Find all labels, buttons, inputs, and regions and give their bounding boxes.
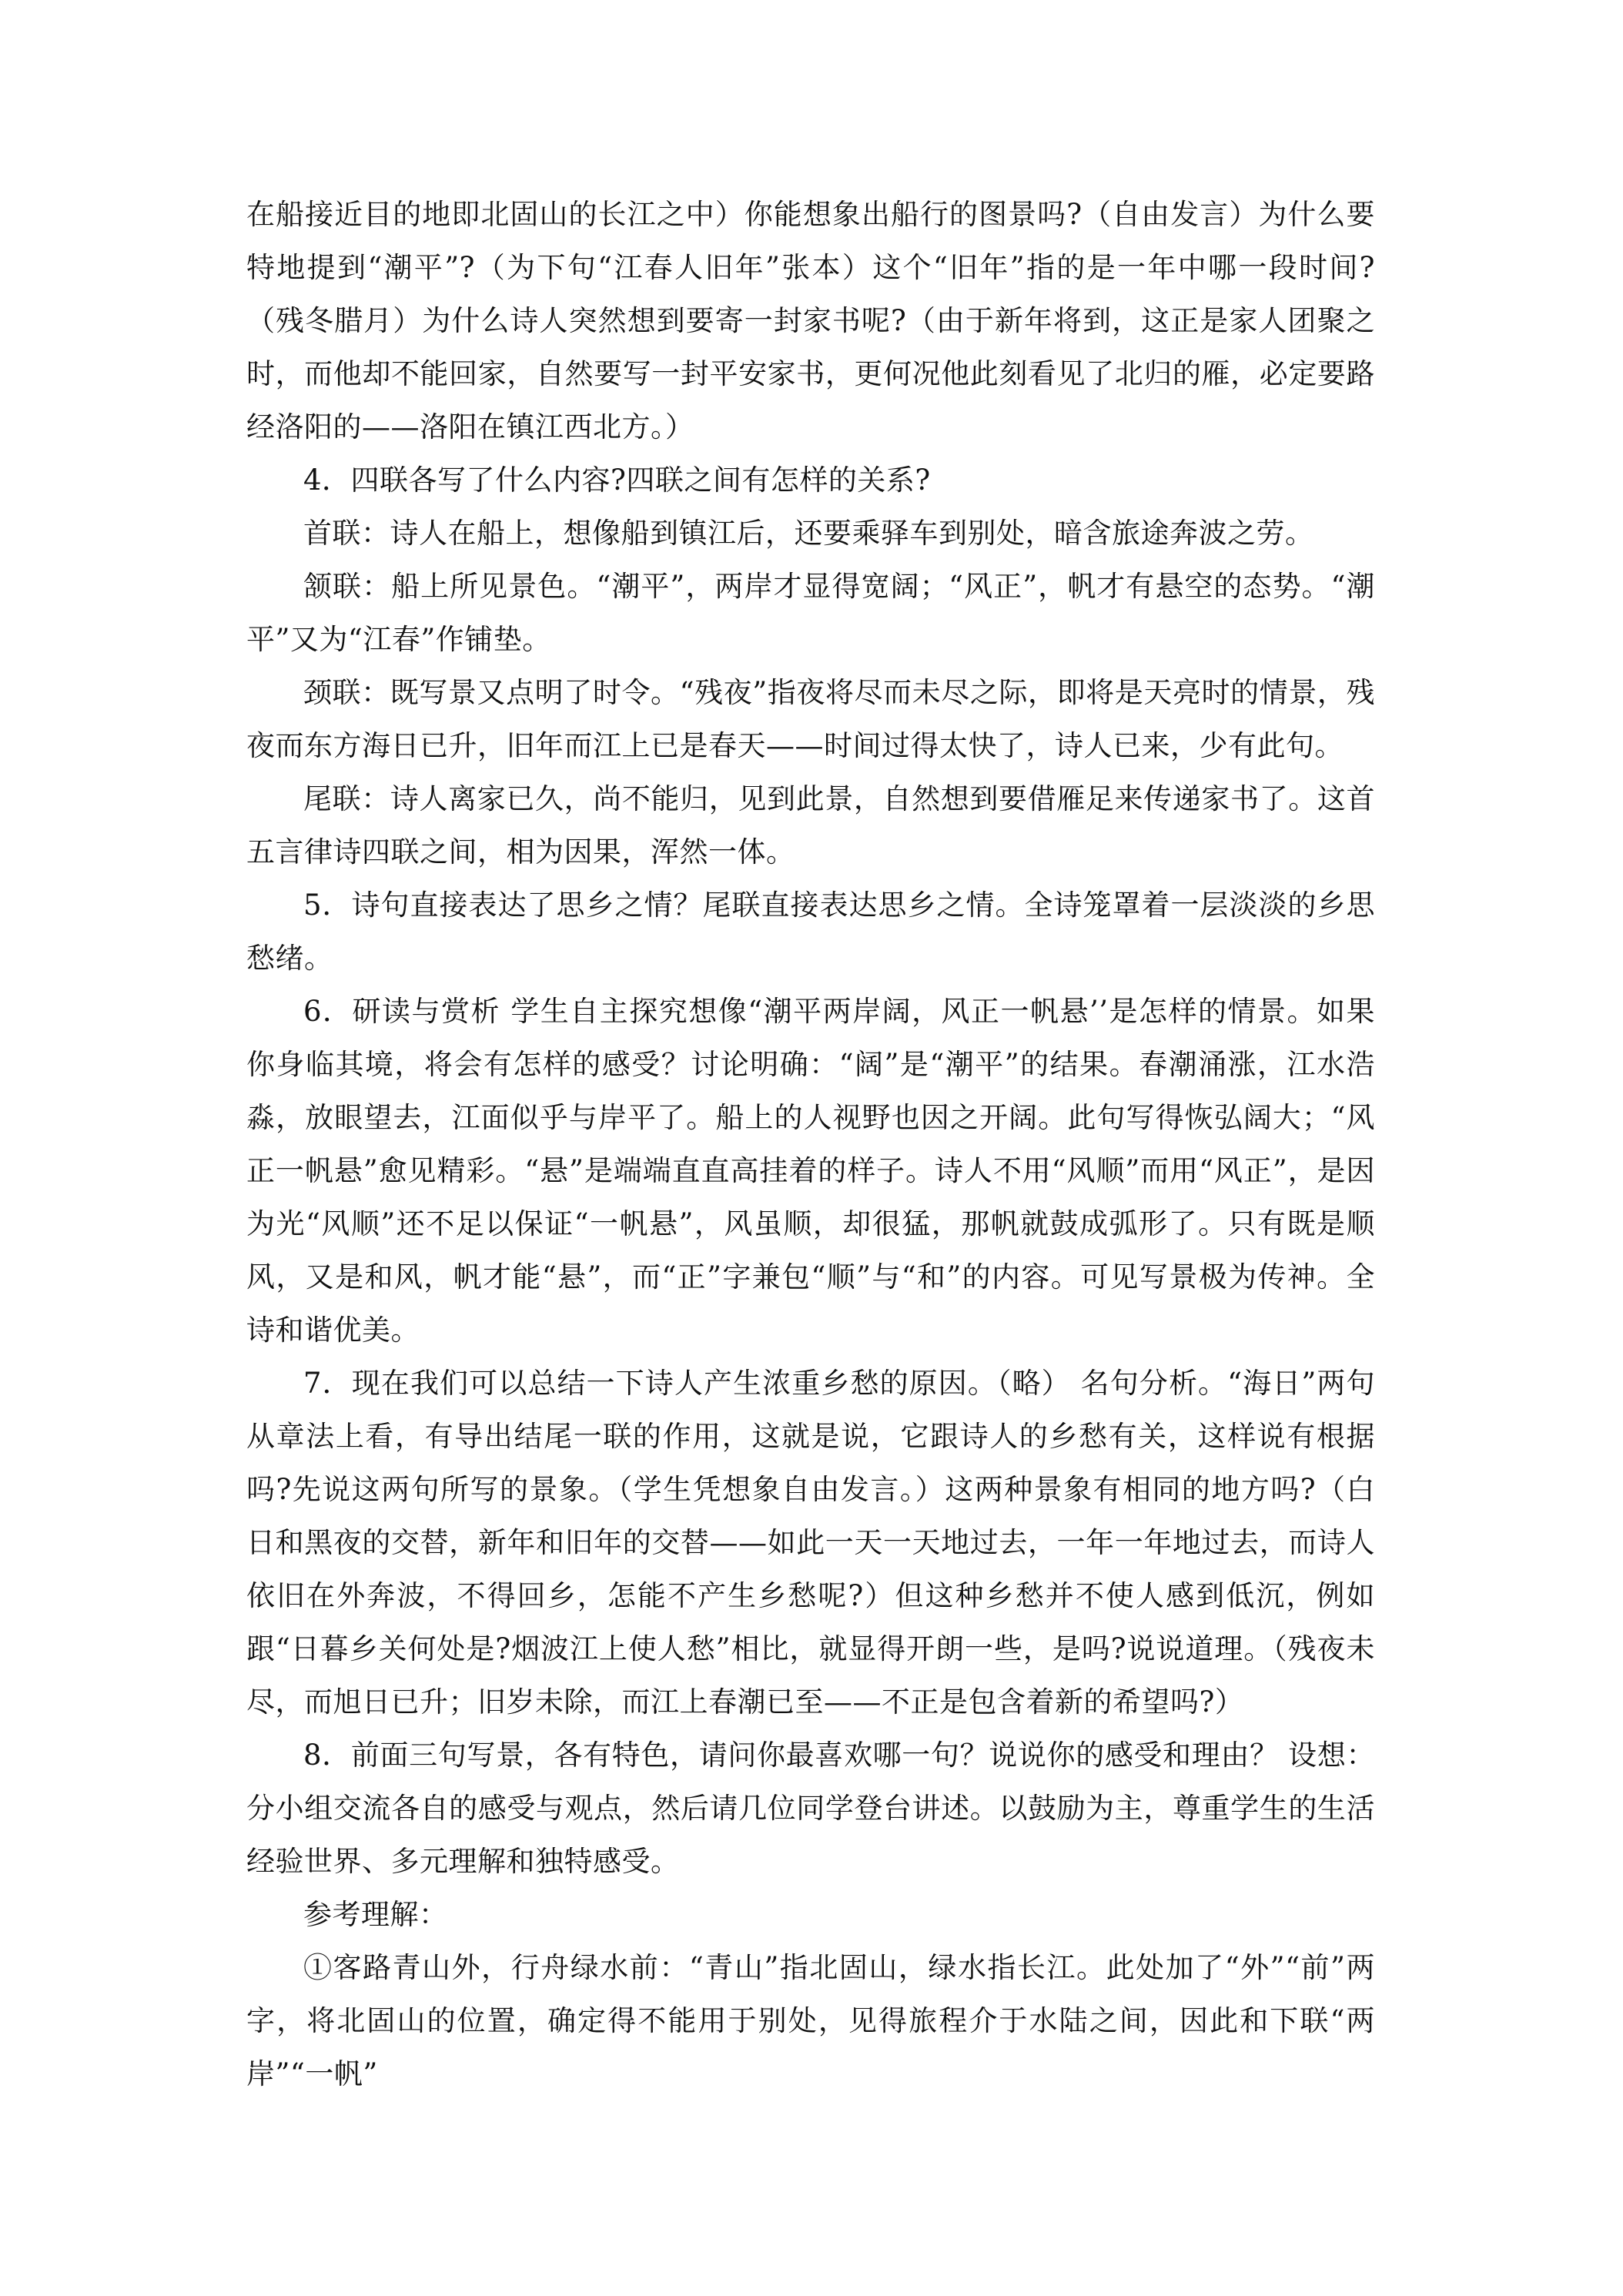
paragraph-question-5: 5．诗句直接表达了思乡之情？尾联直接表达思乡之情。全诗笼罩着一层淡淡的乡思愁绪。 (246, 889, 1375, 975)
paragraph-hanlian: 颔联：船上所见景色。“潮平”，两岸才显得宽阔；“风正”，帆才有悬空的态势。“潮平”又为“江春”作铺垫。 (246, 570, 1375, 656)
paragraph-reference-1: ①客路青山外，行舟绿水前：“青山”指北固山，绿水指长江。此处加了“外”“前”两字，将北固山的位置，确定得不能用于别处，见得旅程介于水陆之间，因此和下联“两岸”“一帆” (246, 1951, 1375, 2090)
paragraph-question-6: 6．研读与赏析 学生自主探究想像“潮平两岸阔，风正一帆悬’’是怎样的情景。如果你身临其境，将会有怎样的感受？讨论明确：“阔”是“潮平”的结果。春潮涌涨，江水浩淼，放眼望去，江面似乎与岸平了。船上的人视野也因之开阔。此句写得恢弘阔大；“风正一帆悬”愈见精彩。“悬”是端端直直高挂着的样子。诗人不用“风顺”而用“风正”，是因为光“风顺”还不足以保证“一帆悬”，风虽顺，却很猛，那帆就鼓成弧形了。只有既是顺风，又是和风，帆才能“悬”，而“正”字兼包“顺”与“和”的内容。可见写景极为传神。全诗和谐优美。 (246, 995, 1375, 1347)
paragraph-reference-heading: 参考理解： (303, 1898, 448, 1931)
paragraph-jinglian: 颈联：既写景又点明了时令。“残夜”指夜将尽而未尽之际，即将是天亮时的情景，残夜而东方海日已升，旧年而江上已是春天——时间过得太快了，诗人已来，少有此句。 (246, 676, 1375, 762)
paragraph-question-7: 7．现在我们可以总结一下诗人产生浓重乡愁的原因。（略） 名句分析。“海日”两句从章法上看，有导出结尾一联的作用，这就是说，它跟诗人的乡愁有关，这样说有根据吗?先说这两句所写的景象。（学生凭想象自由发言。）这两种景象有相同的地方吗?（白日和黑夜的交替，新年和旧年的交替——如此一天一天地过去，一年一年地过去，而诗人依旧在外奔波，不得回乡，怎能不产生乡愁呢?）但这种乡愁并不使人感到低沉，例如跟“日暮乡关何处是?烟波江上使人愁”相比，就显得开朗一些，是吗?说说道理。（残夜未尽，而旭日已升；旧岁未除，而江上春潮已至——不正是包含着新的希望吗?） (246, 1367, 1375, 1719)
paragraph-question-4: 4．四联各写了什么内容?四联之间有怎样的关系? (303, 464, 931, 497)
paragraph-continuation: 在船接近目的地即北固山的长江之中）你能想象出船行的图景吗?（自由发言）为什么要特地提到“潮平”?（为下句“江春人旧年”张本）这个“旧年”指的是一年中哪一段时间?（残冬腊月）为什么诗人突然想到要寄一封家书呢?（由于新年将到，这正是家人团聚之时，而他却不能回家，自然要写一封平安家书，更何况他此刻看见了北归的雁，必定要路经洛阳的——洛阳在镇江西北方。） (246, 198, 1375, 443)
document-body (246, 188, 1375, 2100)
paragraph-question-8: 8．前面三句写景，各有特色，请问你最喜欢哪一句？说说你的感受和理由？ 设想：分小组交流各自的感受与观点，然后请几位同学登台讲述。以鼓励为主，尊重学生的生活经验世界、多元理解和独特感受。 (246, 1739, 1375, 1878)
paragraph-shoulian: 首联：诗人在船上，想像船到镇江后，还要乘驿车到别处，暗含旅途奔波之劳。 (303, 517, 1314, 550)
paragraph-weilian: 尾联：诗人离家已久，尚不能归，见到此景，自然想到要借雁足来传递家书了。这首五言律诗四联之间，相为因果，浑然一体。 (246, 782, 1375, 869)
